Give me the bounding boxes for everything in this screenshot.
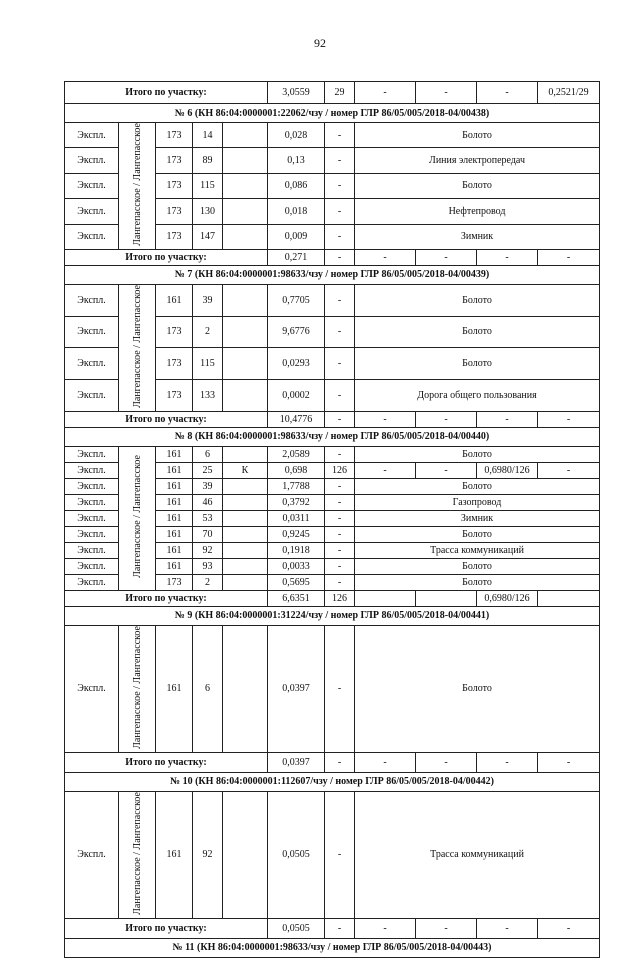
purpose-cell: Трасса коммуникаций (355, 791, 600, 918)
mark-cell (223, 446, 268, 462)
total-area: 0,0397 (268, 752, 325, 772)
total-label: Итого по участку: (65, 411, 268, 427)
total-col-1: - (355, 249, 416, 265)
total-col-1: - (355, 918, 416, 938)
row-type: Экспл. (65, 123, 119, 148)
col-3: 0,6980/126 (477, 462, 538, 478)
total-area: 3,0559 (268, 82, 325, 104)
purpose-cell: Болото (355, 446, 600, 462)
purpose-cell: Зимник (355, 510, 600, 526)
row-type: Экспл. (65, 625, 119, 752)
count-cell: - (325, 446, 355, 462)
total-share: 0,2521/29 (538, 82, 600, 104)
row-type: Экспл. (65, 148, 119, 173)
mark-cell (223, 173, 268, 198)
purpose-cell: Болото (355, 558, 600, 574)
quarter-number: 173 (156, 148, 193, 173)
total-share: - (538, 411, 600, 427)
quarter-number: 161 (156, 526, 193, 542)
mark-cell (223, 494, 268, 510)
total-share: - (538, 752, 600, 772)
section-title: № 6 (КН 86:04:0000001:22062/чзу / номер ГЛР 86/05/005/2018-04/00438) (65, 104, 600, 123)
quarter-number: 173 (156, 574, 193, 590)
region-cell (119, 123, 156, 250)
purpose-cell: Болото (355, 284, 600, 316)
section-title: № 8 (КН 86:04:0000001:98633/чзу / номер ГЛР 86/05/005/2018-04/00440) (65, 427, 600, 446)
purpose-cell: Болото (355, 526, 600, 542)
total-col-2: - (416, 411, 477, 427)
area-cell: 0,028 (268, 123, 325, 148)
count-cell: - (325, 494, 355, 510)
count-cell: - (325, 123, 355, 148)
plot-number: 92 (193, 542, 223, 558)
region-cell (119, 625, 156, 752)
total-share: - (538, 249, 600, 265)
purpose-cell: Трасса коммуникаций (355, 542, 600, 558)
plot-number: 70 (193, 526, 223, 542)
page-number: 92 (314, 36, 326, 50)
total-share: - (538, 918, 600, 938)
count-cell: - (325, 284, 355, 316)
mark-cell (223, 123, 268, 148)
total-col-3: - (477, 752, 538, 772)
total-label: Итого по участку: (65, 752, 268, 772)
plot-number: 115 (193, 173, 223, 198)
row-type: Экспл. (65, 173, 119, 198)
plot-number: 147 (193, 224, 223, 249)
count-cell: - (325, 173, 355, 198)
row-type: Экспл. (65, 284, 119, 316)
mark-cell (223, 526, 268, 542)
plot-number: 6 (193, 625, 223, 752)
plot-number: 39 (193, 284, 223, 316)
plot-number: 133 (193, 380, 223, 412)
region-label: Лангепасское / Лангепасское (131, 455, 143, 579)
purpose-cell: Болото (355, 123, 600, 148)
quarter-number: 173 (156, 316, 193, 348)
row-type: Экспл. (65, 478, 119, 494)
total-label: Итого по участку: (65, 590, 268, 606)
total-row (65, 82, 600, 104)
total-row (65, 590, 600, 606)
quarter-number: 161 (156, 478, 193, 494)
mark-cell (223, 542, 268, 558)
purpose-cell: Болото (355, 625, 600, 752)
count-cell: - (325, 510, 355, 526)
total-col-2 (416, 590, 477, 606)
row-type: Экспл. (65, 348, 119, 380)
total-row (65, 752, 600, 772)
area-cell: 0,0505 (268, 791, 325, 918)
purpose-cell: Болото (355, 316, 600, 348)
mark-cell (223, 199, 268, 224)
count-cell: - (325, 625, 355, 752)
quarter-number: 161 (156, 462, 193, 478)
region-cell (119, 284, 156, 411)
area-cell: 0,5695 (268, 574, 325, 590)
plot-number: 6 (193, 446, 223, 462)
area-cell: 0,698 (268, 462, 325, 478)
total-count: - (325, 249, 355, 265)
plot-number: 92 (193, 791, 223, 918)
quarter-number: 161 (156, 558, 193, 574)
table-row (65, 625, 600, 752)
plot-number: 25 (193, 462, 223, 478)
row-type: Экспл. (65, 316, 119, 348)
plot-number: 39 (193, 478, 223, 494)
area-cell: 9,6776 (268, 316, 325, 348)
total-count: - (325, 752, 355, 772)
mark-cell (223, 316, 268, 348)
section-title: № 11 (КН 86:04:0000001:98633/чзу / номер ГЛР 86/05/005/2018-04/00443) (65, 938, 600, 957)
total-col-3: - (477, 918, 538, 938)
section-header-row (65, 938, 600, 957)
total-row (65, 411, 600, 427)
total-col-2: - (416, 918, 477, 938)
area-cell: 0,0033 (268, 558, 325, 574)
col-1: - (355, 462, 416, 478)
total-label: Итого по участку: (65, 249, 268, 265)
area-cell: 0,018 (268, 199, 325, 224)
count-cell: - (325, 478, 355, 494)
plots-table (64, 81, 600, 958)
total-col-3: - (477, 411, 538, 427)
total-share (538, 590, 600, 606)
row-type: Экспл. (65, 494, 119, 510)
area-cell: 0,3792 (268, 494, 325, 510)
total-row (65, 249, 600, 265)
section-title: № 7 (КН 86:04:0000001:98633/чзу / номер ГЛР 86/05/005/2018-04/00439) (65, 265, 600, 284)
table-row (65, 123, 600, 148)
count-cell: - (325, 148, 355, 173)
total-label: Итого по участку: (65, 82, 268, 104)
total-area: 6,6351 (268, 590, 325, 606)
count-cell: - (325, 380, 355, 412)
purpose-cell: Болото (355, 348, 600, 380)
row-type: Экспл. (65, 574, 119, 590)
mark-cell: К (223, 462, 268, 478)
total-col-2: - (416, 249, 477, 265)
total-col-3: 0,6980/126 (477, 590, 538, 606)
quarter-number: 161 (156, 542, 193, 558)
purpose-cell: Болото (355, 478, 600, 494)
total-count: 126 (325, 590, 355, 606)
purpose-cell: Дорога общего пользования (355, 380, 600, 412)
row-type: Экспл. (65, 510, 119, 526)
quarter-number: 161 (156, 284, 193, 316)
total-area: 10,4776 (268, 411, 325, 427)
purpose-cell: Болото (355, 173, 600, 198)
row-type: Экспл. (65, 526, 119, 542)
purpose-cell: Нефтепровод (355, 199, 600, 224)
row-type: Экспл. (65, 224, 119, 249)
quarter-number: 161 (156, 791, 193, 918)
area-cell: 0,9245 (268, 526, 325, 542)
plot-number: 53 (193, 510, 223, 526)
total-col-1: - (355, 411, 416, 427)
count-cell: 126 (325, 462, 355, 478)
area-cell: 0,0002 (268, 380, 325, 412)
mark-cell (223, 791, 268, 918)
area-cell: 0,13 (268, 148, 325, 173)
quarter-number: 173 (156, 224, 193, 249)
mark-cell (223, 284, 268, 316)
region-label: Лангепасское / Лангепасское (131, 791, 143, 915)
row-type: Экспл. (65, 462, 119, 478)
forest-plot-table (64, 81, 599, 958)
quarter-number: 173 (156, 380, 193, 412)
count-cell: - (325, 791, 355, 918)
plot-number: 46 (193, 494, 223, 510)
quarter-number: 173 (156, 173, 193, 198)
region-label: Лангепасское / Лангепасское (131, 123, 143, 246)
count-cell: - (325, 542, 355, 558)
region-cell (119, 446, 156, 590)
area-cell: 1,7788 (268, 478, 325, 494)
total-area: 0,271 (268, 249, 325, 265)
plot-number: 130 (193, 199, 223, 224)
area-cell: 0,1918 (268, 542, 325, 558)
table-row (65, 446, 600, 462)
col-2: - (416, 462, 477, 478)
purpose-cell: Болото (355, 574, 600, 590)
count-cell: - (325, 526, 355, 542)
section-title: № 9 (КН 86:04:0000001:31224/чзу / номер ГЛР 86/05/005/2018-04/00441) (65, 606, 600, 625)
plot-number: 89 (193, 148, 223, 173)
section-header-row (65, 772, 600, 791)
table-row (65, 284, 600, 316)
plot-number: 2 (193, 574, 223, 590)
row-type: Экспл. (65, 380, 119, 412)
total-count: - (325, 411, 355, 427)
quarter-number: 173 (156, 123, 193, 148)
table-row (65, 791, 600, 918)
total-col-2: - (416, 82, 477, 104)
plot-number: 93 (193, 558, 223, 574)
area-cell: 0,0311 (268, 510, 325, 526)
area-cell: 0,0293 (268, 348, 325, 380)
quarter-number: 161 (156, 510, 193, 526)
total-col-1 (355, 590, 416, 606)
section-header-row (65, 104, 600, 123)
plot-number: 14 (193, 123, 223, 148)
section-header-row (65, 427, 600, 446)
area-cell: 0,0397 (268, 625, 325, 752)
area-cell: 2,0589 (268, 446, 325, 462)
count-cell: - (325, 199, 355, 224)
total-count: - (325, 918, 355, 938)
quarter-number: 161 (156, 494, 193, 510)
quarter-number: 173 (156, 348, 193, 380)
mark-cell (223, 625, 268, 752)
row-type: Экспл. (65, 199, 119, 224)
count-cell: - (325, 574, 355, 590)
mark-cell (223, 348, 268, 380)
purpose-cell: Зимник (355, 224, 600, 249)
total-col-3: - (477, 249, 538, 265)
mark-cell (223, 510, 268, 526)
total-col-2: - (416, 752, 477, 772)
quarter-number: 161 (156, 625, 193, 752)
quarter-number: 173 (156, 199, 193, 224)
total-label: Итого по участку: (65, 918, 268, 938)
mark-cell (223, 478, 268, 494)
total-col-3: - (477, 82, 538, 104)
plot-number: 115 (193, 348, 223, 380)
row-type: Экспл. (65, 791, 119, 918)
total-area: 0,0505 (268, 918, 325, 938)
area-cell: 0,086 (268, 173, 325, 198)
section-header-row (65, 265, 600, 284)
mark-cell (223, 380, 268, 412)
count-cell: - (325, 224, 355, 249)
mark-cell (223, 558, 268, 574)
area-cell: 0,009 (268, 224, 325, 249)
total-count: 29 (325, 82, 355, 104)
count-cell: - (325, 316, 355, 348)
quarter-number: 161 (156, 446, 193, 462)
total-col-1: - (355, 752, 416, 772)
purpose-cell: Линия электропередач (355, 148, 600, 173)
section-header-row (65, 606, 600, 625)
total-row (65, 918, 600, 938)
row-type: Экспл. (65, 558, 119, 574)
mark-cell (223, 148, 268, 173)
mark-cell (223, 224, 268, 249)
area-cell: 0,7705 (268, 284, 325, 316)
purpose-cell: Газопровод (355, 494, 600, 510)
region-label: Лангепасское / Лангепасское (131, 625, 143, 749)
section-title: № 10 (КН 86:04:0000001:112607/чзу / номер ГЛР 86/05/005/2018-04/00442) (65, 772, 600, 791)
plot-number: 2 (193, 316, 223, 348)
count-cell: - (325, 558, 355, 574)
share-cell: - (538, 462, 600, 478)
count-cell: - (325, 348, 355, 380)
total-col-1: - (355, 82, 416, 104)
row-type: Экспл. (65, 542, 119, 558)
region-label: Лангепасское / Лангепасское (131, 284, 143, 408)
region-cell (119, 791, 156, 918)
mark-cell (223, 574, 268, 590)
row-type: Экспл. (65, 446, 119, 462)
